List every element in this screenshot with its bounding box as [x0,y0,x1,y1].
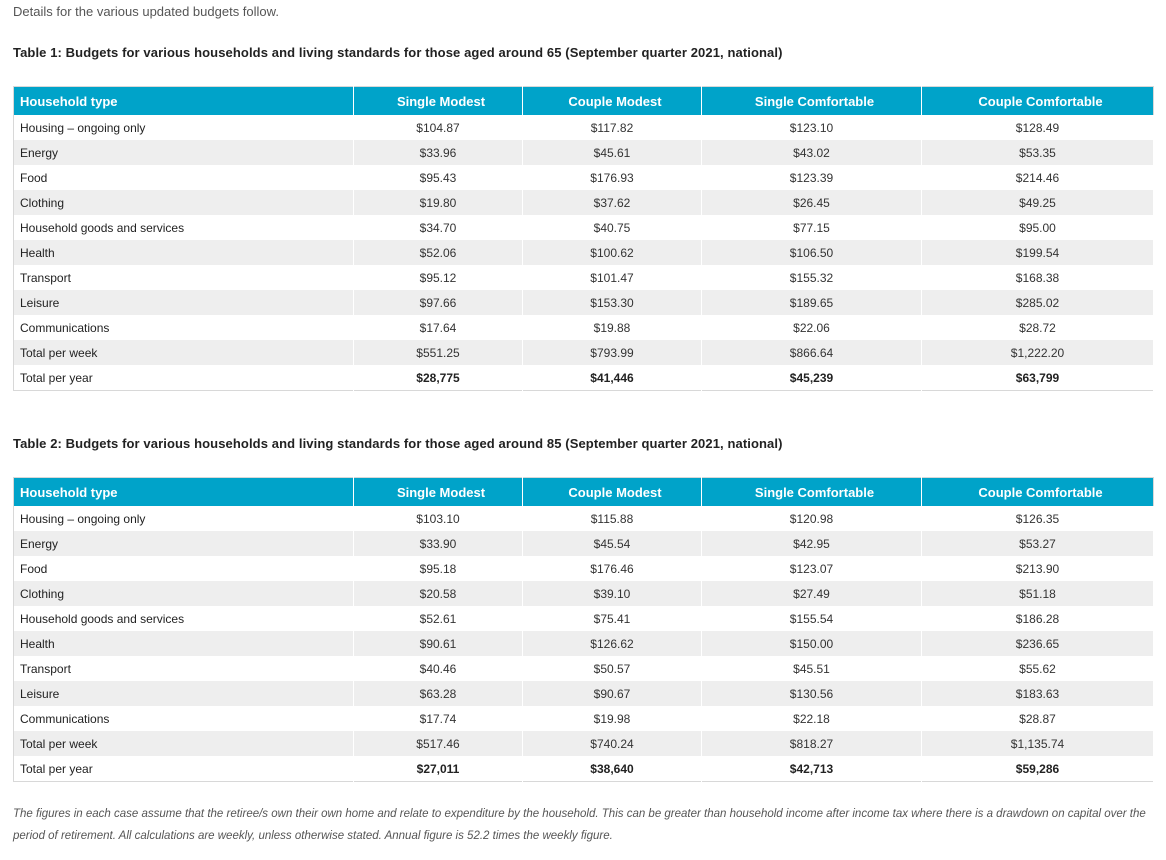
table-cell: $19.88 [523,315,702,340]
table-cell: $28,775 [354,365,523,391]
table-cell: $740.24 [523,731,702,756]
table-cell: $104.87 [354,115,523,140]
table-cell: $19.80 [354,190,523,215]
table-cell: $53.27 [922,531,1154,556]
table-cell: $41,446 [523,365,702,391]
table-cell: $59,286 [922,756,1154,782]
table2-caption: Table 2: Budgets for various households and living standards for those aged around 85 (September quarter 2021, national) [13,436,783,451]
table-cell: $42.95 [702,531,922,556]
row-label: Household goods and services [14,215,354,240]
table-row [14,290,1154,315]
table-cell: $130.56 [702,681,922,706]
table-row [14,706,1154,731]
table-cell: $37.62 [523,190,702,215]
table-cell: $22.06 [702,315,922,340]
column-header: Couple Comfortable [922,87,1154,116]
table-cell: $517.46 [354,731,523,756]
row-label: Communications [14,706,354,731]
table-cell: $28.87 [922,706,1154,731]
table-row [14,681,1154,706]
row-label: Food [14,165,354,190]
table-cell: $34.70 [354,215,523,240]
table-cell: $106.50 [702,240,922,265]
table-cell: $33.90 [354,531,523,556]
table-cell: $95.43 [354,165,523,190]
table-cell: $117.82 [523,115,702,140]
column-header: Couple Modest [523,478,702,507]
table-row [14,631,1154,656]
row-label: Transport [14,656,354,681]
table-cell: $17.74 [354,706,523,731]
row-label: Total per year [14,365,354,391]
table-row [14,240,1154,265]
table-cell: $120.98 [702,506,922,531]
table-cell: $793.99 [523,340,702,365]
table-row [14,165,1154,190]
table-row [14,340,1154,365]
row-label: Housing – ongoing only [14,115,354,140]
row-label: Leisure [14,681,354,706]
table-cell: $176.46 [523,556,702,581]
table-row [14,506,1154,531]
table-cell: $103.10 [354,506,523,531]
row-label: Clothing [14,190,354,215]
table-row [14,265,1154,290]
table-cell: $50.57 [523,656,702,681]
table-cell: $51.18 [922,581,1154,606]
table-row [14,606,1154,631]
column-header: Single Modest [354,87,523,116]
row-label: Household goods and services [14,606,354,631]
table-cell: $115.88 [523,506,702,531]
table-cell: $45.51 [702,656,922,681]
table1-caption: Table 1: Budgets for various households and living standards for those aged around 65 (September quarter 2021, national) [13,45,783,60]
table-cell: $45,239 [702,365,922,391]
table-cell: $95.18 [354,556,523,581]
table-cell: $90.67 [523,681,702,706]
table-cell: $40.75 [523,215,702,240]
table-cell: $214.46 [922,165,1154,190]
table-cell: $186.28 [922,606,1154,631]
table-row [14,656,1154,681]
intro-text: Details for the various updated budgets follow. [13,4,279,19]
row-label: Energy [14,531,354,556]
table-row [14,556,1154,581]
table-row [14,190,1154,215]
table-cell: $1,135.74 [922,731,1154,756]
row-label: Transport [14,265,354,290]
column-header: Couple Comfortable [922,478,1154,507]
table-row [14,315,1154,340]
table-cell: $128.49 [922,115,1154,140]
table-cell: $213.90 [922,556,1154,581]
table-cell: $199.54 [922,240,1154,265]
table-cell: $53.35 [922,140,1154,165]
table-row [14,215,1154,240]
column-header: Single Comfortable [702,87,922,116]
table-cell: $63,799 [922,365,1154,391]
table-cell: $97.66 [354,290,523,315]
table-cell: $866.64 [702,340,922,365]
table-cell: $90.61 [354,631,523,656]
table-cell: $95.12 [354,265,523,290]
column-header-household-type: Household type [14,87,354,116]
table-cell: $52.61 [354,606,523,631]
table-cell: $123.07 [702,556,922,581]
table-cell: $95.00 [922,215,1154,240]
row-label: Total per week [14,340,354,365]
table-row [14,581,1154,606]
table-cell: $150.00 [702,631,922,656]
table-cell: $1,222.20 [922,340,1154,365]
table-cell: $43.02 [702,140,922,165]
table-cell: $17.64 [354,315,523,340]
row-label: Total per year [14,756,354,782]
table-cell: $38,640 [523,756,702,782]
table-row [14,756,1154,782]
table-cell: $189.65 [702,290,922,315]
table-cell: $19.98 [523,706,702,731]
table-cell: $126.35 [922,506,1154,531]
table-cell: $818.27 [702,731,922,756]
table-cell: $236.65 [922,631,1154,656]
column-header-household-type: Household type [14,478,354,507]
row-label: Communications [14,315,354,340]
table-cell: $101.47 [523,265,702,290]
table-row [14,731,1154,756]
table-header-row [14,87,1154,116]
row-label: Health [14,240,354,265]
table-cell: $45.61 [523,140,702,165]
table-cell: $49.25 [922,190,1154,215]
table-cell: $183.63 [922,681,1154,706]
table-cell: $55.62 [922,656,1154,681]
table-cell: $45.54 [523,531,702,556]
table-cell: $39.10 [523,581,702,606]
table-cell: $42,713 [702,756,922,782]
table-cell: $33.96 [354,140,523,165]
table-cell: $285.02 [922,290,1154,315]
table-cell: $40.46 [354,656,523,681]
column-header: Couple Modest [523,87,702,116]
table-cell: $77.15 [702,215,922,240]
column-header: Single Modest [354,478,523,507]
table-cell: $63.28 [354,681,523,706]
table-cell: $126.62 [523,631,702,656]
table-cell: $123.39 [702,165,922,190]
row-label: Food [14,556,354,581]
table-header-row [14,478,1154,507]
table-row [14,531,1154,556]
table-cell: $153.30 [523,290,702,315]
table-cell: $27,011 [354,756,523,782]
table-cell: $27.49 [702,581,922,606]
row-label: Energy [14,140,354,165]
table-cell: $22.18 [702,706,922,731]
table-cell: $52.06 [354,240,523,265]
row-label: Total per week [14,731,354,756]
row-label: Leisure [14,290,354,315]
footnote: The figures in each case assume that the retiree/s own their own home and relate to expenditure by the household. This can be greater than household income after income tax where there is a drawdown on capital over the period of retirement. All calculations are weekly, unless otherwise stated. Annual figure is 52.2 times the weekly figure. [13,808,1146,842]
table-row [14,140,1154,165]
table-cell: $28.72 [922,315,1154,340]
table-cell: $176.93 [523,165,702,190]
table-cell: $123.10 [702,115,922,140]
row-label: Housing – ongoing only [14,506,354,531]
table-row [14,115,1154,140]
table-cell: $168.38 [922,265,1154,290]
table-cell: $26.45 [702,190,922,215]
table-cell: $20.58 [354,581,523,606]
table-cell: $155.54 [702,606,922,631]
column-header: Single Comfortable [702,478,922,507]
budget-table-age-85 [13,477,1154,782]
budget-table-age-65 [13,86,1154,391]
table-cell: $100.62 [523,240,702,265]
table-cell: $155.32 [702,265,922,290]
row-label: Clothing [14,581,354,606]
table-cell: $75.41 [523,606,702,631]
table-cell: $551.25 [354,340,523,365]
table-row [14,365,1154,391]
row-label: Health [14,631,354,656]
